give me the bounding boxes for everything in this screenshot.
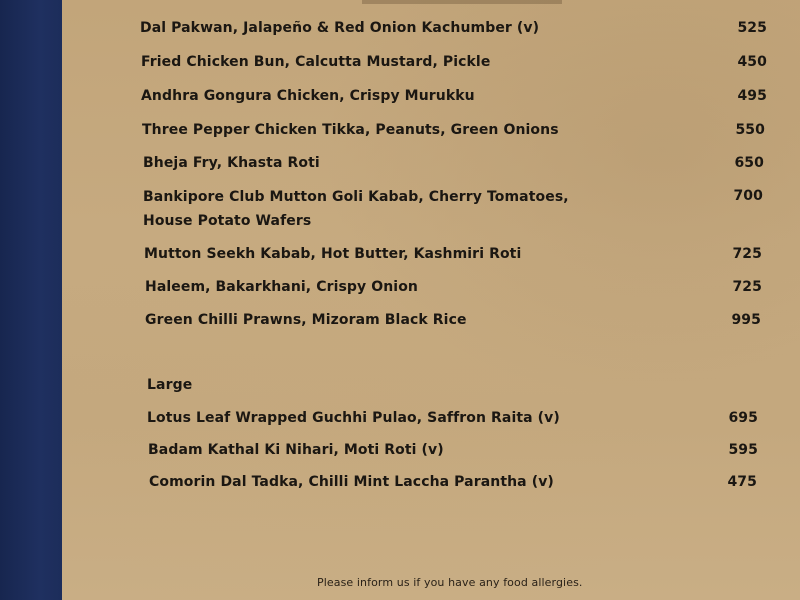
allergy-note: Please inform us if you have any food allergies.: [317, 576, 583, 589]
menu-item-price: 525: [737, 20, 767, 36]
menu-item-name: Comorin Dal Tadka, Chilli Mint Laccha Parantha (v): [149, 474, 554, 490]
menu-item-price: 595: [728, 442, 758, 458]
menu-item-name: Mutton Seekh Kabab, Hot Butter, Kashmiri Roti: [144, 246, 522, 262]
menu-item-price: 995: [731, 312, 761, 328]
menu-item-price: 475: [727, 474, 757, 490]
menu-item-price: 550: [735, 122, 765, 138]
menu-item-name: Bheja Fry, Khasta Roti: [143, 155, 320, 171]
menu-item-price: 700: [733, 188, 763, 204]
menu-item-price: 725: [732, 246, 762, 262]
menu-page: [62, 0, 800, 600]
menu-item-name: Haleem, Bakarkhani, Crispy Onion: [145, 279, 418, 295]
menu-item-name: Dal Pakwan, Jalapeño & Red Onion Kachumber (v): [140, 20, 540, 36]
menu-item-name: Andhra Gongura Chicken, Crispy Murukku: [141, 88, 475, 104]
menu-item-name: Badam Kathal Ki Nihari, Moti Roti (v): [148, 442, 444, 458]
menu-item-price: 495: [737, 88, 767, 104]
menu-item-price: 695: [728, 410, 758, 426]
menu-item-name: Three Pepper Chicken Tikka, Peanuts, Green Onions: [142, 122, 559, 138]
menu-item-price: 650: [734, 155, 764, 171]
menu-item-name: Bankipore Club Mutton Goli Kabab, Cherry Tomatoes,: [143, 189, 569, 205]
menu-item-name: Green Chilli Prawns, Mizoram Black Rice: [145, 312, 467, 328]
page-shadow: [362, 0, 562, 4]
section-title-large: Large: [147, 377, 193, 393]
menu-item-price: 725: [732, 279, 762, 295]
menu-item-name-continued: House Potato Wafers: [143, 213, 312, 229]
menu-item-name: Fried Chicken Bun, Calcutta Mustard, Pickle: [141, 54, 491, 70]
menu-item-price: 450: [737, 54, 767, 70]
menu-item-name: Lotus Leaf Wrapped Guchhi Pulao, Saffron Raita (v): [147, 410, 560, 426]
